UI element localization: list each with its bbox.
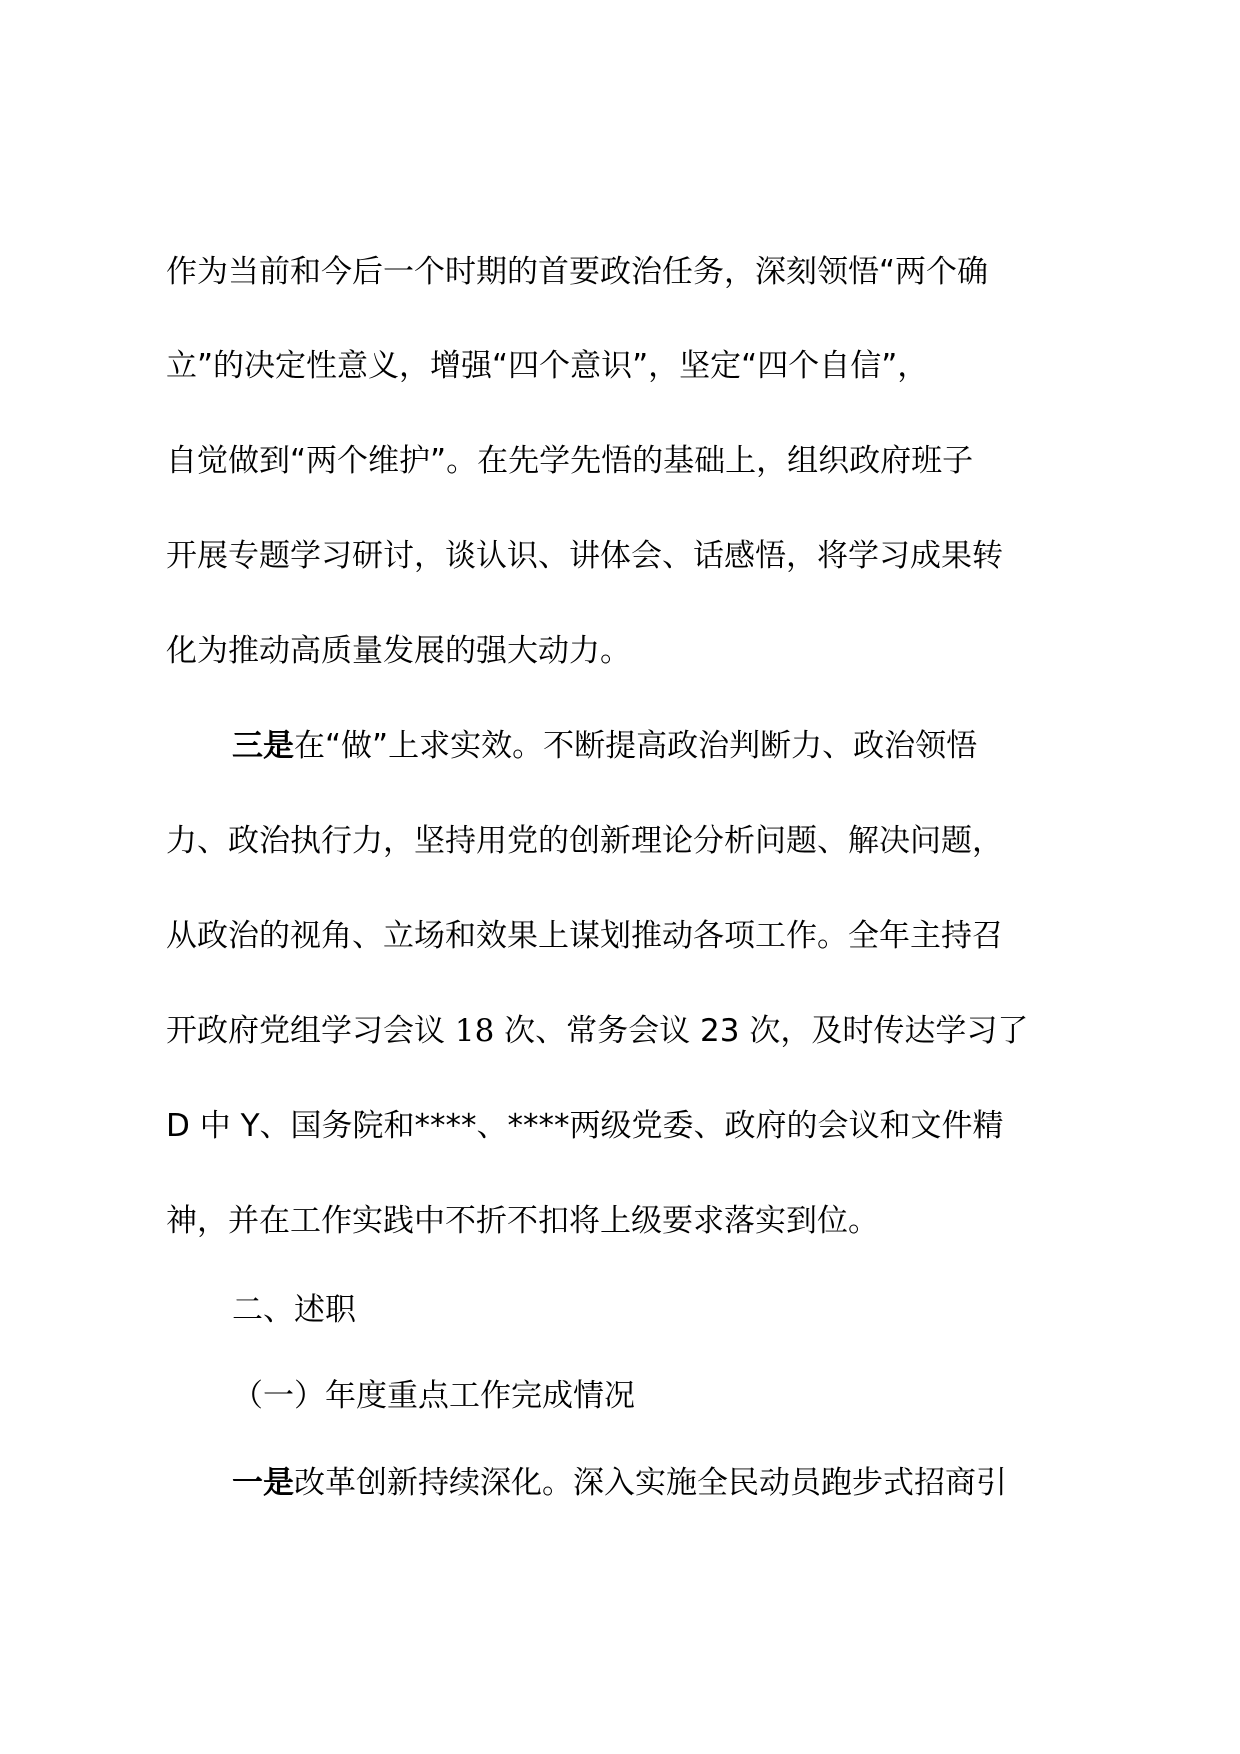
paragraph-line: 自觉做到“两个维护”。在先学先悟的基础上，组织政府班子: [166, 443, 974, 479]
paragraph-line: 立”的决定性意义，增强“四个意识”，坚定“四个自信”，: [166, 348, 929, 384]
meeting-count: 18: [454, 1013, 495, 1049]
paragraph-line: 神，并在工作实践中不折不扣将上级要求落实到位。: [166, 1203, 879, 1239]
point-text: 改革创新持续深化。深入实施全民动员跑步式招商引: [294, 1465, 1007, 1501]
paragraph-line: 开展专题学习研讨，谈认识、讲体会、话感悟，将学习成果转: [166, 538, 1003, 574]
paragraph-line: D 中 Y、国务院和****、****两级党委、政府的会议和文件精: [166, 1108, 1004, 1144]
paragraph-line: [166, 1011, 1086, 1051]
paragraph-line: [232, 1463, 1086, 1503]
text-segment: 次、常务会议 23 次，及时传达学习了: [494, 1013, 1029, 1049]
paragraph-line: 从政治的视角、立场和效果上谋划推动各项工作。全年主持召: [166, 918, 1003, 954]
text-segment: 开政府党组学习会议: [166, 1013, 455, 1049]
point-lead-label: 一是: [232, 1465, 294, 1501]
paragraph-line: 化为推动高质量发展的强大动力。: [166, 633, 631, 669]
paragraph-line: [232, 726, 1086, 766]
subsection-heading: （一）年度重点工作完成情况: [232, 1378, 635, 1414]
point-text: 在“做”上求实效。不断提高政治判断力、政治领悟: [294, 728, 978, 764]
paragraph-line: 力、政治执行力，坚持用党的创新理论分析问题、解决问题，: [166, 823, 1003, 859]
section-heading: 二、述职: [232, 1292, 356, 1328]
paragraph-line: 作为当前和今后一个时期的首要政治任务，深刻领悟“两个确: [166, 254, 989, 290]
point-lead-label: 三是: [232, 728, 294, 764]
